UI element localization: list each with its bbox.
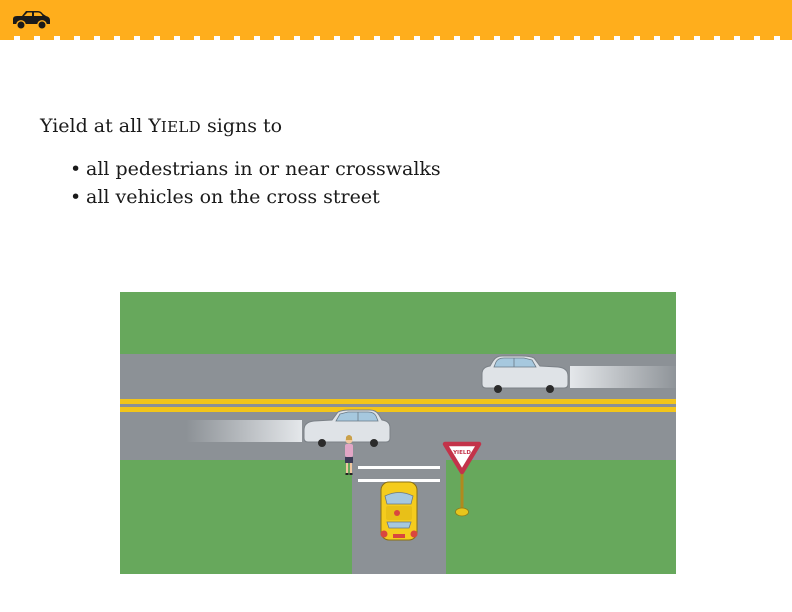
bullet-list [40,155,740,211]
motion-trail [186,420,302,442]
bullet-dot: • [70,186,82,208]
car-icon [10,8,52,30]
slide-text [40,113,740,211]
bullet-item [70,155,740,183]
yield-scene-illustration [120,292,676,574]
bullet-text: all vehicles on the cross street [86,186,380,208]
intro-text-end: signs to [200,115,283,137]
motion-trail [570,366,676,388]
bullet-dot: • [70,158,82,180]
banner-dashed-edge [0,36,792,40]
bullet-item [70,183,740,211]
car-yielding [381,482,418,540]
center-line-top [120,399,676,404]
center-line-bottom [120,407,676,412]
yield-sign-first-letter: Y [148,115,161,137]
yield-sign-label: YIELD [453,450,471,456]
top-banner [0,0,792,36]
sign-base [456,508,469,516]
crosswalk-line [358,466,440,469]
yield-sign-word: IELD [160,118,201,136]
intro-text: Yield at all [40,115,149,137]
intro-line [40,113,740,140]
bullet-text: all pedestrians in or near crosswalks [86,158,441,180]
